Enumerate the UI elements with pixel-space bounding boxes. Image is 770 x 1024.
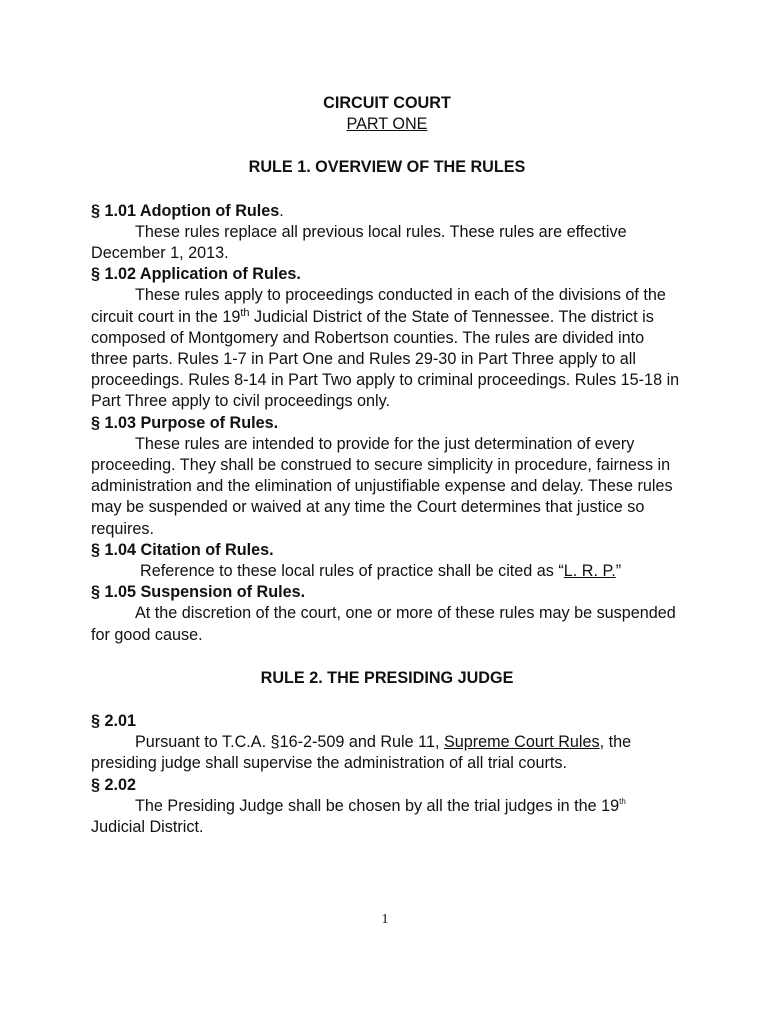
- section-2-02-body: [91, 796, 683, 838]
- section-1-01-heading-text: § 1.01 Adoption of Rules: [91, 201, 280, 220]
- section-1-04-body: [91, 561, 683, 582]
- part-title: PART ONE: [346, 115, 428, 134]
- section-1-03-heading: § 1.03 Purpose of Rules.: [91, 413, 279, 432]
- section-1-04-body-b: ”: [615, 562, 622, 581]
- section-2-01-body-b: , the presiding judge shall supervise the administration of all trial courts.: [91, 733, 632, 773]
- section-1-04-body-a: Reference to these local rules of practice shall be cited as “: [140, 562, 564, 581]
- section-1-05-heading: § 1.05 Suspension of Rules.: [91, 583, 306, 602]
- section-1-02-superscript: th: [240, 306, 250, 319]
- section-1-02-heading: § 1.02 Application of Rules.: [91, 265, 301, 284]
- section-1-02-body-a: These rules apply to proceedings conducted in each of the divisions of the circuit court in the 19: [91, 286, 666, 326]
- section-1-03-body: These rules are intended to provide for the just determination of every proceeding. They shall be construed to secure simplicity in procedure, fairness in administration and the elimination of unjustifiable expense and delay. These rules may be suspended or waived at any time the Court determines that justice so requires.: [91, 434, 673, 538]
- section-1-04-heading: § 1.04 Citation of Rules.: [91, 540, 274, 559]
- section-1-02-body: [91, 285, 683, 412]
- rule-1-title: RULE 1. OVERVIEW OF THE RULES: [248, 158, 526, 177]
- section-2-01-heading: § 2.01: [91, 712, 137, 731]
- section-1-01-heading-period: .: [279, 201, 284, 220]
- page-number: 1: [381, 912, 389, 927]
- rule-2-title: RULE 2. THE PRESIDING JUDGE: [260, 668, 514, 687]
- document-page: [91, 93, 683, 838]
- section-2-01-body-a: Pursuant to T.C.A. §16-2-509 and Rule 11,: [135, 733, 444, 752]
- section-2-02-body-b: Judicial District.: [91, 818, 204, 837]
- supreme-court-rules-reference: Supreme Court Rules: [443, 733, 600, 752]
- section-1-05-body: At the discretion of the court, one or more of these rules may be suspended for good cause.: [91, 604, 676, 644]
- section-1-02-body-b: Judicial District of the State of Tennessee. The district is composed of Montgomery and Robertson counties. The rules are divided into three parts. Rules 1-7 in Part One and Rules 29-30 in Part Three apply to all proceedings. Rules 8-14 in Part Two apply to criminal proceedings. Rules 15-18 in Part Three apply to civil proceedings only.: [91, 307, 680, 411]
- section-1-01-heading: [91, 201, 683, 222]
- section-2-02-body-a: The Presiding Judge shall be chosen by all the trial judges in the 19: [135, 796, 620, 815]
- section-1-01-body: These rules replace all previous local rules. These rules are effective December 1, 2013.: [91, 222, 627, 263]
- citation-abbreviation: L. R. P.: [563, 562, 616, 581]
- section-2-02-superscript: th: [619, 796, 626, 806]
- section-2-01-body: [91, 732, 683, 774]
- section-2-02-heading: § 2.02: [91, 775, 137, 794]
- document-title: CIRCUIT COURT: [323, 94, 451, 112]
